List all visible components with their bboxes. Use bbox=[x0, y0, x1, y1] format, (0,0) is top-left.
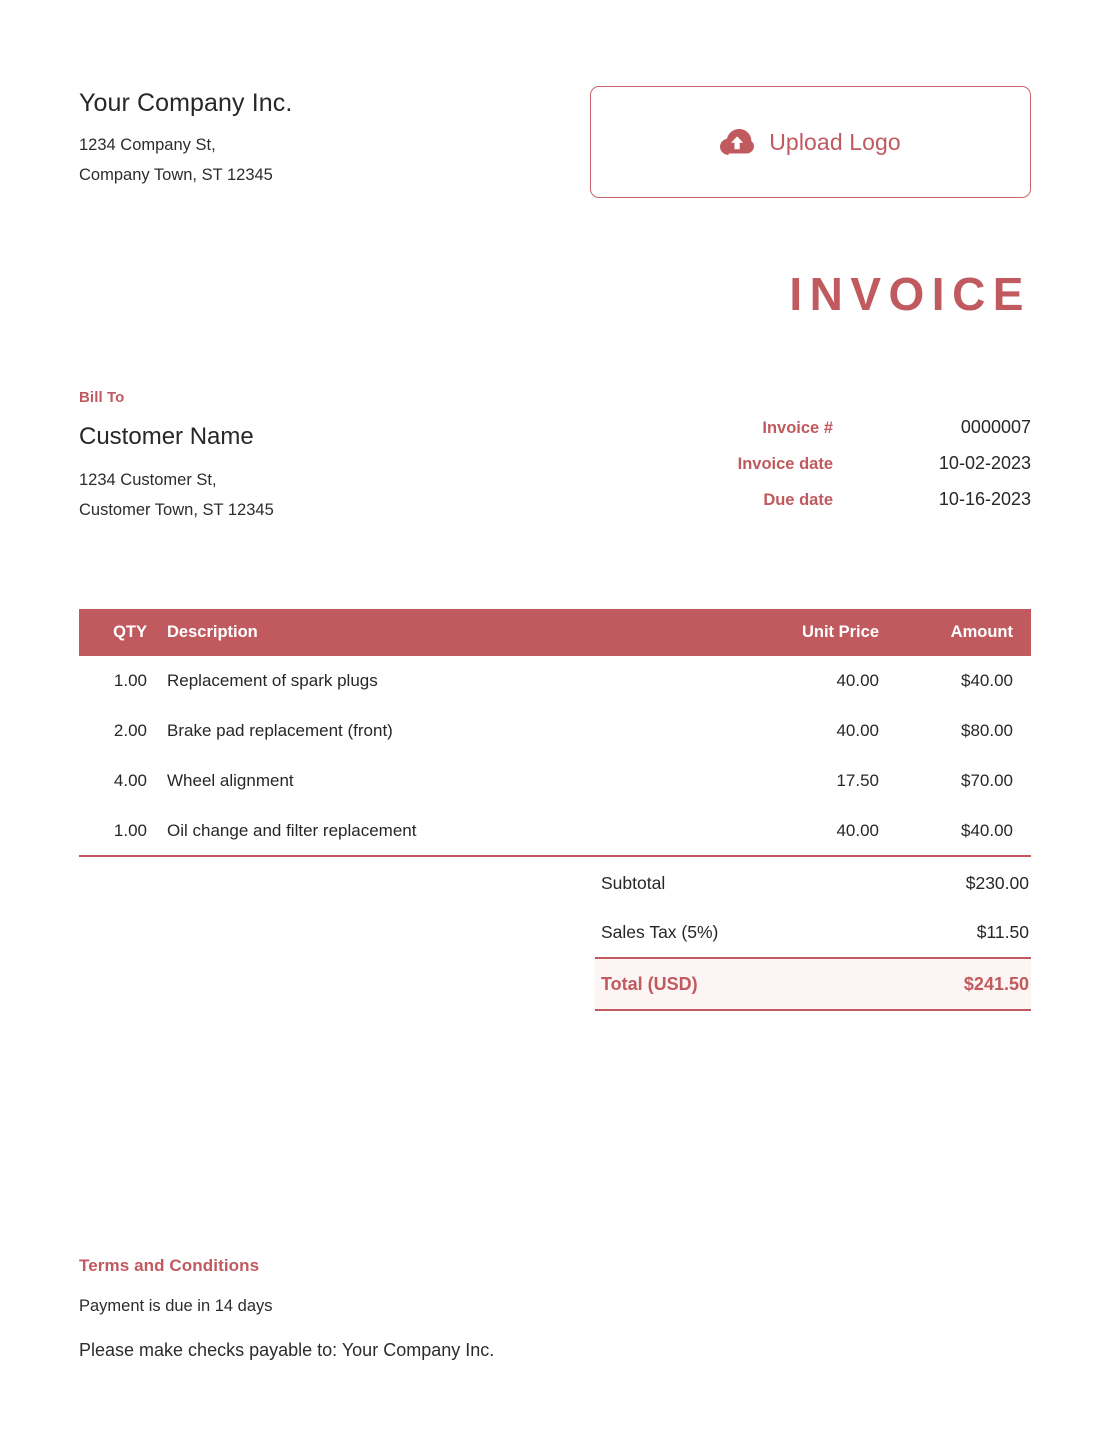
grand-total-label: Total (USD) bbox=[595, 958, 813, 1010]
upload-logo-label: Upload Logo bbox=[769, 128, 901, 155]
company-info-block bbox=[79, 86, 292, 190]
page-title: INVOICE bbox=[789, 268, 1031, 320]
cell-description[interactable]: Wheel alignment bbox=[167, 771, 294, 790]
column-header-amount: Amount bbox=[887, 609, 1031, 656]
cell-unit-price[interactable]: 40.00 bbox=[836, 671, 879, 690]
meta-value-invoice-number[interactable]: 0000007 bbox=[960, 417, 1031, 437]
cell-amount: $70.00 bbox=[961, 771, 1013, 790]
meta-row-invoice-date bbox=[738, 453, 1031, 489]
subtotal-label: Subtotal bbox=[601, 872, 666, 893]
meta-value-due-date[interactable]: 10-16-2023 bbox=[938, 489, 1031, 509]
cell-unit-price[interactable]: 40.00 bbox=[717, 806, 887, 856]
subtotal-value: $230.00 bbox=[965, 872, 1029, 893]
column-header-qty: QTY bbox=[79, 609, 157, 656]
terms-and-conditions-section bbox=[79, 1256, 779, 1364]
invoice-meta-table bbox=[738, 417, 1031, 525]
bill-to-label: Bill To bbox=[79, 389, 125, 406]
meta-label-invoice-date: Invoice date bbox=[737, 455, 833, 473]
totals-row-sales-tax bbox=[595, 908, 1031, 958]
table-row[interactable] bbox=[79, 756, 1031, 806]
meta-label-due-date: Due date bbox=[763, 491, 833, 509]
cell-description[interactable]: Replacement of spark plugs bbox=[167, 671, 378, 690]
terms-line-payable-to[interactable]: Please make checks payable to: Your Company Inc. bbox=[79, 1339, 495, 1360]
bill-to-and-meta-section bbox=[79, 389, 1031, 526]
company-address-line-1: 1234 Company St, bbox=[79, 136, 216, 154]
cell-unit-price[interactable]: 17.50 bbox=[836, 771, 879, 790]
totals-table bbox=[595, 858, 1031, 1011]
table-row[interactable] bbox=[79, 706, 1031, 756]
table-row[interactable] bbox=[79, 806, 1031, 856]
upload-logo-button[interactable] bbox=[590, 86, 1031, 198]
customer-name: Customer Name bbox=[79, 423, 254, 450]
cell-amount: $80.00 bbox=[961, 721, 1013, 740]
terms-line-payment-due[interactable]: Payment is due in 14 days bbox=[79, 1297, 273, 1315]
grand-total-value: $241.50 bbox=[813, 958, 1031, 1010]
customer-address-line-1: 1234 Customer St, bbox=[79, 470, 217, 489]
meta-value-invoice-date[interactable]: 10-02-2023 bbox=[938, 453, 1031, 473]
sales-tax-label[interactable]: Sales Tax (5%) bbox=[601, 922, 719, 942]
cell-amount: $40.00 bbox=[887, 806, 1031, 856]
bill-to-block bbox=[79, 389, 274, 526]
company-name: Your Company Inc. bbox=[79, 89, 293, 117]
table-row[interactable] bbox=[79, 656, 1031, 706]
meta-row-due-date bbox=[738, 489, 1031, 525]
cell-description[interactable]: Oil change and filter replacement bbox=[157, 806, 717, 856]
totals-row-grand-total bbox=[595, 958, 1031, 1010]
cell-description[interactable]: Brake pad replacement (front) bbox=[167, 721, 393, 740]
cloud-upload-icon bbox=[720, 128, 754, 156]
terms-title: Terms and Conditions bbox=[79, 1256, 260, 1275]
document-header bbox=[79, 86, 1031, 198]
meta-row-invoice-number bbox=[738, 417, 1031, 453]
cell-qty[interactable]: 2.00 bbox=[113, 721, 147, 740]
table-header-row bbox=[79, 609, 1031, 656]
cell-unit-price[interactable]: 40.00 bbox=[836, 721, 879, 740]
column-header-unit-price: Unit Price bbox=[717, 609, 887, 656]
customer-address-line-2: Customer Town, ST 12345 bbox=[79, 501, 274, 520]
sales-tax-value: $11.50 bbox=[976, 922, 1029, 942]
cell-qty[interactable]: 1.00 bbox=[79, 806, 157, 856]
meta-label-invoice-number: Invoice # bbox=[762, 419, 833, 437]
line-items-table bbox=[79, 609, 1031, 857]
cell-qty[interactable]: 1.00 bbox=[113, 671, 147, 690]
column-header-description: Description bbox=[157, 609, 717, 656]
company-address-line-2: Company Town, ST 12345 bbox=[79, 166, 273, 185]
cell-qty[interactable]: 4.00 bbox=[113, 771, 147, 790]
cell-amount: $40.00 bbox=[961, 671, 1013, 690]
totals-row-subtotal bbox=[595, 858, 1031, 908]
